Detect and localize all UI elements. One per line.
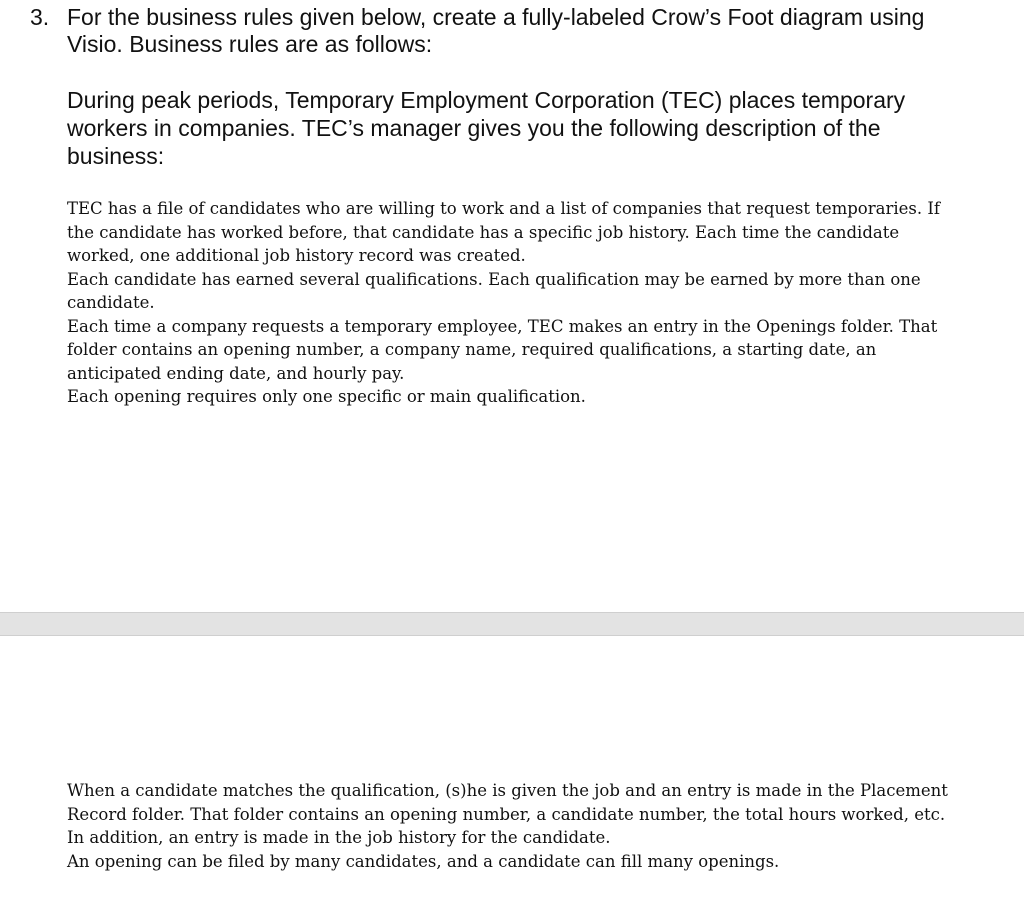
rule-paragraph: Each opening requires only one specific or main qualification. — [67, 387, 586, 406]
rule-paragraph: TEC has a file of candidates who are willing to work and a list of companies that request temporaries. If the candidate has worked before, that candidate has a specific job history. Each time the candidate worked, one additional job history record was created. — [67, 199, 940, 265]
question-number: 3. — [30, 4, 50, 30]
business-rules-block-2 — [67, 779, 967, 873]
intro-paragraph: During peak periods, Temporary Employment Corporation (TEC) places temporary workers in companies. TEC’s manager gives you the following description of the business: — [67, 87, 906, 169]
business-rules-block-1 — [67, 197, 967, 409]
rule-paragraph: Each candidate has earned several qualifications. Each qualification may be earned by more than one candidate. — [67, 269, 921, 312]
page-break — [0, 612, 1024, 636]
rule-paragraph: An opening can be filed by many candidates, and a candidate can fill many openings. — [67, 851, 780, 871]
question-text: For the business rules given below, create a fully-labeled Crow’s Foot diagram using Visio. Business rules are as follows: — [67, 4, 925, 57]
rule-paragraph: Each time a company requests a temporary employee, TEC makes an entry in the Openings folder. That folder contains an opening number, a company name, required qualifications, a starting date, an anticipated ending date, and hourly pay. — [67, 316, 938, 383]
rule-paragraph: When a candidate matches the qualification, (s)he is given the job and an entry is made in the Placement Record folder. That folder contains an opening number, a candidate number, the total hours worked, etc. In addition, an entry is made in the job history for the candidate. — [67, 781, 948, 847]
